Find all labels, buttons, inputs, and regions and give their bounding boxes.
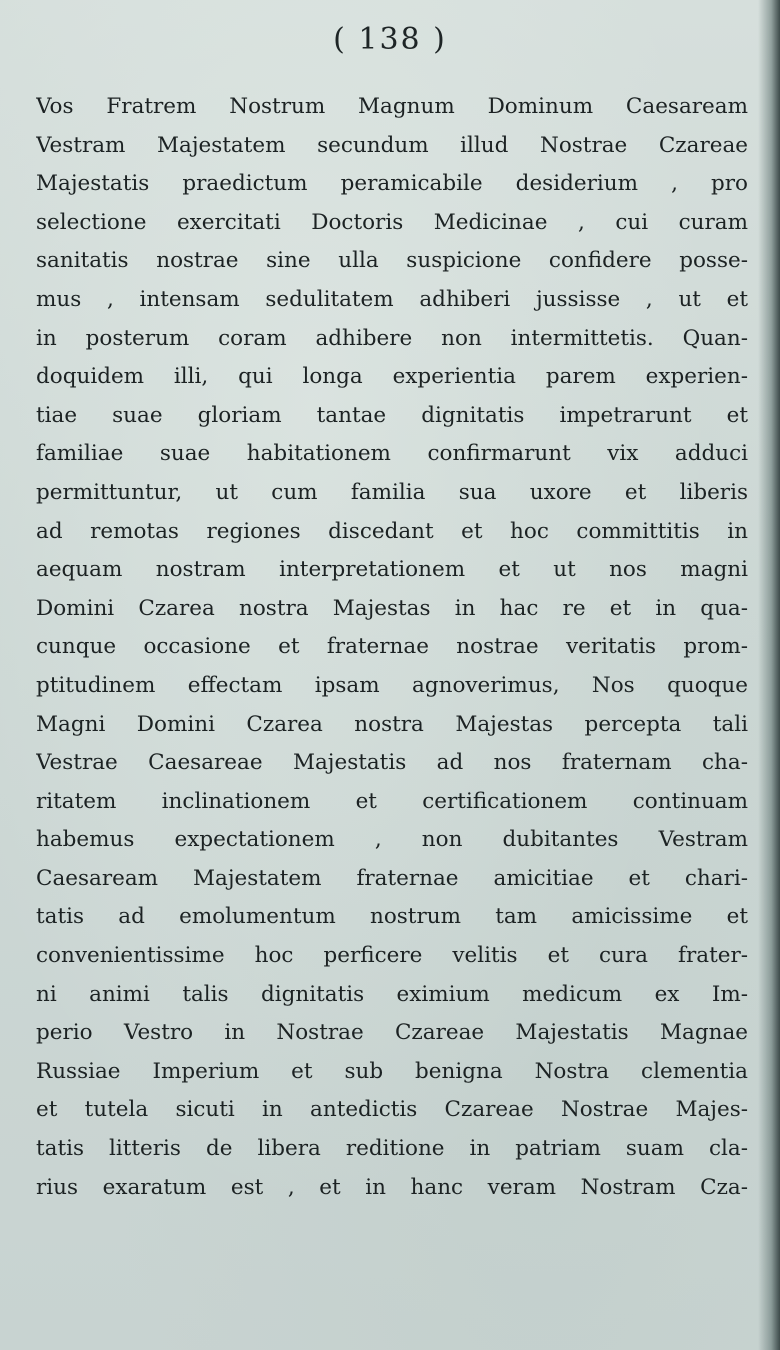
text-line: in posterum coram adhibere non intermittetis. Quan- (36, 325, 748, 351)
text-line: tatis litteris de libera reditione in patriam suam cla- (36, 1136, 748, 1162)
text-line: Majestatis praedictum peramicabile desiderium , pro (36, 171, 748, 197)
text-line: permittuntur, ut cum familia sua uxore et liberis (36, 479, 748, 505)
text-line: ritatem inclinationem et certificationem continuam (36, 788, 748, 814)
text-line: Vos Fratrem Nostrum Magnum Dominum Caesaream (36, 94, 748, 119)
text-line: Caesaream Majestatem fraternae amicitiae et chari- (36, 865, 748, 891)
text-line: Vestram Majestatem secundum illud Nostrae Czareae (36, 132, 748, 158)
text-line: ad remotas regiones discedant et hoc committitis in (36, 518, 748, 544)
text-line: Russiae Imperium et sub benigna Nostra clementia (36, 1058, 748, 1084)
text-line: habemus expectationem , non dubitantes Vestram (36, 827, 748, 853)
text-line: sanitatis nostrae sine ulla suspicione confidere posse- (36, 248, 748, 274)
text-line: rius exaratum est , et in hanc veram Nostram Cza- (36, 1174, 748, 1200)
text-line: cunque occasione et fraternae nostrae veritatis prom- (36, 634, 748, 660)
text-line: mus , intensam sedulitatem adhiberi jussisse , ut et (36, 286, 748, 312)
text-line: tatis ad emolumentum nostrum tam amicissime et (36, 904, 748, 930)
text-line: Domini Czarea nostra Majestas in hac re et in qua- (36, 595, 748, 621)
text-line: et tutela sicuti in antedictis Czareae Nostrae Majes- (36, 1097, 748, 1123)
text-line: Vestrae Caesareae Majestatis ad nos fraternam cha- (36, 750, 748, 776)
text-line: convenientissime hoc perficere velitis et cura frater- (36, 943, 748, 969)
page-number: ( 138 ) (333, 22, 447, 57)
text-line: selectione exercitati Doctoris Medicinae , cui curam (36, 209, 748, 235)
text-line: doquidem illi, qui longa experientia parem experien- (36, 364, 748, 390)
page-gutter-shadow (758, 0, 780, 1350)
text-line: tiae suae gloriam tantae dignitatis impetrarunt et (36, 402, 748, 428)
body-text (36, 88, 748, 1207)
text-line: familiae suae habitationem confirmarunt vix adduci (36, 441, 748, 467)
text-line: ni animi talis dignitatis eximium medicum ex Im- (36, 981, 748, 1007)
text-line: perio Vestro in Nostrae Czareae Majestatis Magnae (36, 1020, 748, 1046)
text-line: aequam nostram interpretationem et ut nos magni (36, 557, 748, 583)
text-line: ptitudinem effectam ipsam agnoverimus, Nos quoque (36, 672, 748, 698)
text-line: Magni Domini Czarea nostra Majestas percepta tali (36, 711, 748, 737)
